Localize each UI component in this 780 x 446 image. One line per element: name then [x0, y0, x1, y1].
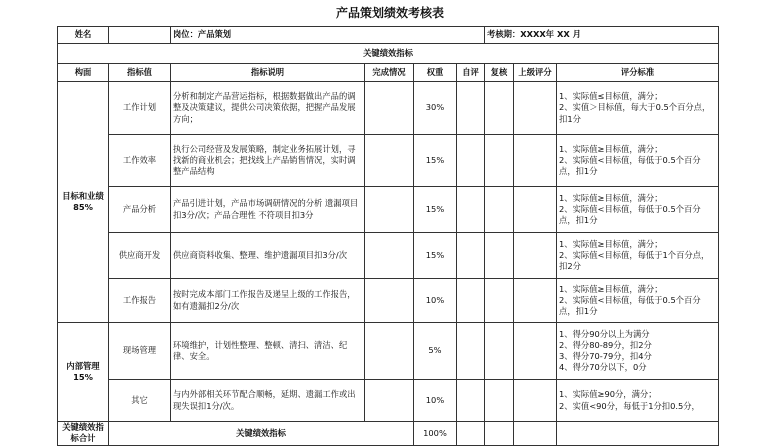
criteria-cell: 1、实际值≥目标值，满分； 2、实际值<目标值，每低于0.5个百分点，扣1分	[557, 135, 719, 187]
supervisor-score-cell[interactable]	[514, 380, 557, 422]
description-cell: 分析和制定产品营运指标，根据数据做出产品的调整及决策建议，提供公司决策依据，把握产品发展方向；	[171, 82, 365, 135]
completion-cell[interactable]	[365, 82, 414, 135]
position-cell: 岗位：产品策划	[171, 27, 485, 44]
col-header-supervisor-score: 上级评分	[514, 64, 557, 82]
review-cell[interactable]	[485, 380, 514, 422]
section-row	[58, 44, 719, 64]
completion-cell[interactable]	[365, 233, 414, 279]
name-value-cell[interactable]	[109, 27, 171, 44]
weight-cell: 10%	[414, 380, 457, 422]
indicator-cell: 工作计划	[109, 82, 171, 135]
indicator-cell: 现场管理	[109, 323, 171, 380]
indicator-cell: 产品分析	[109, 187, 171, 233]
col-header-review: 复核	[485, 64, 514, 82]
review-cell[interactable]	[485, 279, 514, 323]
self-score-cell[interactable]	[457, 323, 485, 380]
self-score-cell[interactable]	[457, 187, 485, 233]
weight-cell: 30%	[414, 82, 457, 135]
review-cell[interactable]	[485, 422, 514, 446]
table-row	[58, 380, 719, 422]
review-cell[interactable]	[485, 135, 514, 187]
review-cell[interactable]	[485, 323, 514, 380]
group-label-internal: 内部管理 15%	[58, 323, 109, 422]
completion-cell[interactable]	[365, 323, 414, 380]
supervisor-score-cell[interactable]	[514, 422, 557, 446]
total-weight: 100%	[414, 422, 457, 446]
review-cell[interactable]	[485, 187, 514, 233]
table-row	[58, 82, 719, 135]
supervisor-score-cell[interactable]	[514, 323, 557, 380]
self-score-cell[interactable]	[457, 380, 485, 422]
indicator-cell: 其它	[109, 380, 171, 422]
description-cell: 按时完成本部门工作报告及递呈上级的工作报告，如有遗漏扣2分/次	[171, 279, 365, 323]
description-cell: 执行公司经营及发展策略，制定业务拓展计划，寻找新的商业机会；把找线上产品销售情况，实时调整产品结构	[171, 135, 365, 187]
col-header-indicator: 指标值	[109, 64, 171, 82]
criteria-cell: 1、实际值≥目标值，满分； 2、实际值<目标值，每低于0.5个百分点，扣1分	[557, 279, 719, 323]
weight-cell: 5%	[414, 323, 457, 380]
weight-cell: 15%	[414, 233, 457, 279]
description-cell: 与内外部相关环节配合顺畅，延期、遗漏工作或出现失误扣1分/次。	[171, 380, 365, 422]
col-header-self-score: 自评	[457, 64, 485, 82]
table-row	[58, 233, 719, 279]
info-row	[58, 27, 719, 44]
description-cell: 供应商资料收集、整理、维护遗漏项目扣3分/次	[171, 233, 365, 279]
self-score-cell[interactable]	[457, 279, 485, 323]
indicator-cell: 工作报告	[109, 279, 171, 323]
total-center-label: 关键绩效指标	[109, 422, 414, 446]
review-cell[interactable]	[485, 233, 514, 279]
col-header-criteria: 评分标准	[557, 64, 719, 82]
supervisor-score-cell[interactable]	[514, 135, 557, 187]
indicator-cell: 供应商开发	[109, 233, 171, 279]
name-label: 姓名	[58, 27, 109, 44]
total-row	[58, 422, 719, 446]
self-score-cell[interactable]	[457, 422, 485, 446]
supervisor-score-cell[interactable]	[514, 187, 557, 233]
indicator-cell: 工作效率	[109, 135, 171, 187]
table-row	[58, 135, 719, 187]
completion-cell[interactable]	[365, 135, 414, 187]
weight-cell: 10%	[414, 279, 457, 323]
self-score-cell[interactable]	[457, 135, 485, 187]
description-cell: 产品引进计划，产品市场调研情况的分析 遗漏项目扣3分/次；产品合理性 不符项目扣3分	[171, 187, 365, 233]
criteria-cell: 1、实际值≥90分，满分； 2、实值<90分，每低于1分扣0.5分，	[557, 380, 719, 422]
col-header-dimension: 构面	[58, 64, 109, 82]
completion-cell[interactable]	[365, 187, 414, 233]
group-label-performance: 目标和业绩 85%	[58, 82, 109, 323]
supervisor-score-cell[interactable]	[514, 233, 557, 279]
col-header-completion: 完成情况	[365, 64, 414, 82]
completion-cell[interactable]	[365, 380, 414, 422]
sheet-title: 产品策划绩效考核表	[335, 6, 444, 20]
description-cell: 环境维护，计划性整理、整顿、清扫、清洁、纪律、安全。	[171, 323, 365, 380]
table-row	[58, 187, 719, 233]
criteria-cell: 1、实际值≥目标值，满分； 2、实际值<目标值，每低于0.5个百分点，扣1分	[557, 187, 719, 233]
criteria-cell: 1、得分90分以上为满分 2、得分80-89分，扣2分 3、得分70-79分，扣4分 4、得分70分以下，0分	[557, 323, 719, 380]
weight-cell: 15%	[414, 187, 457, 233]
total-label: 关键绩效指 标合计	[58, 422, 109, 446]
supervisor-score-cell[interactable]	[514, 279, 557, 323]
completion-cell[interactable]	[365, 279, 414, 323]
column-header-row	[58, 64, 719, 82]
self-score-cell[interactable]	[457, 82, 485, 135]
period-cell: 考核期：XXXX年 XX 月	[485, 27, 719, 44]
review-cell[interactable]	[485, 82, 514, 135]
col-header-description: 指标说明	[171, 64, 365, 82]
weight-cell: 15%	[414, 135, 457, 187]
criteria-cell: 1、实际值≥目标值，满分； 2、实际值<目标值，每低于1个百分点，扣2分	[557, 233, 719, 279]
criteria-cell	[557, 422, 719, 446]
assessment-table	[57, 26, 719, 446]
col-header-weight: 权重	[414, 64, 457, 82]
criteria-cell: 1、实际值≤目标值，满分； 2、实值＞目标值，每大于0.5个百分点，扣1分	[557, 82, 719, 135]
section-title: 关键绩效指标	[58, 44, 719, 64]
self-score-cell[interactable]	[457, 233, 485, 279]
table-row	[58, 323, 719, 380]
supervisor-score-cell[interactable]	[514, 82, 557, 135]
table-row	[58, 279, 719, 323]
